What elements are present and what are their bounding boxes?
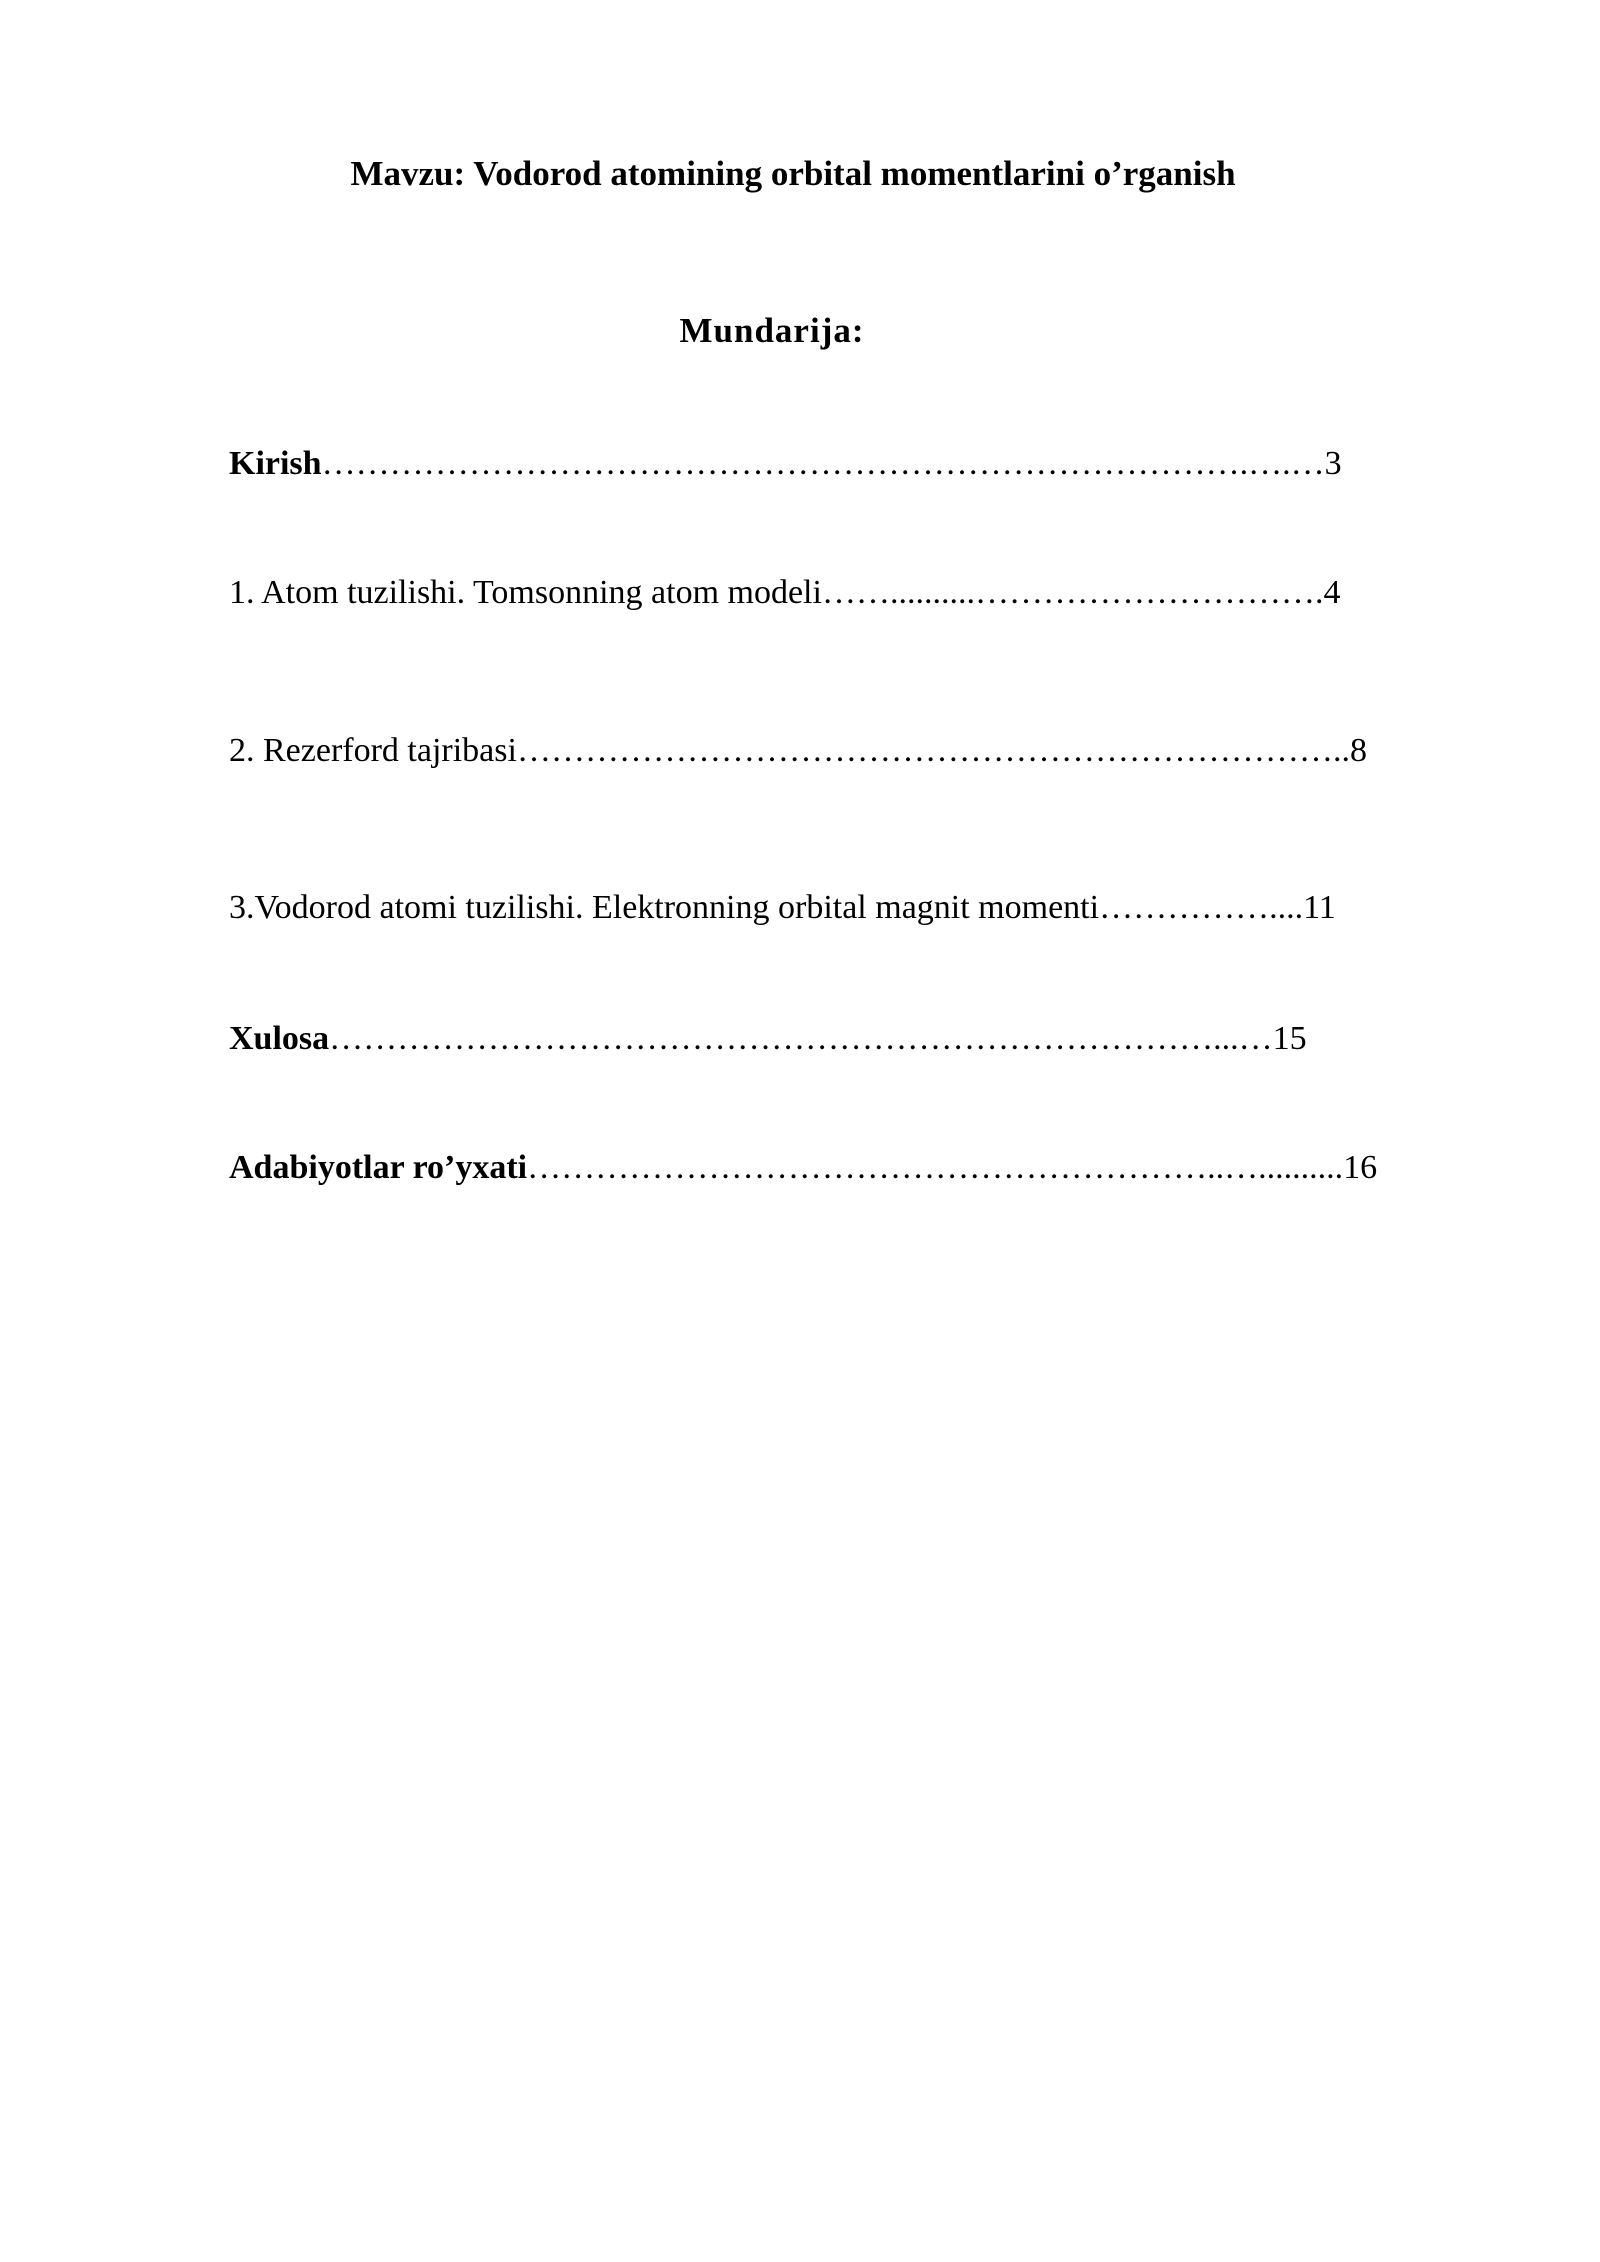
toc-entry-label: Xulosa <box>229 1020 330 1057</box>
toc-entry-xulosa <box>229 1016 1469 1062</box>
toc-entry-label: 3.Vodorod atomi tuzilishi. Elektronning orbital magnit momenti <box>229 889 1100 926</box>
toc-entry-leader: ……………………………………………………………….. <box>516 732 1350 769</box>
document-title <box>0 150 1600 198</box>
toc-entry-page-number: 16 <box>1343 1149 1378 1186</box>
document-title-text: Mavzu: Vodorod atomining orbital momentlarini o’rganish <box>350 154 1236 193</box>
toc-heading-text: Mundarija: <box>679 311 865 350</box>
toc-entry-page-number: 8 <box>1349 732 1367 769</box>
toc-heading <box>0 307 1600 355</box>
toc-entry-page-number: 11 <box>1303 889 1336 926</box>
toc-entry-rezerford-tajribasi <box>229 728 1469 774</box>
toc-entry-leader: …………….... <box>1099 889 1304 926</box>
toc-entry-kirish <box>229 441 1469 487</box>
toc-entry-page-number: 3 <box>1324 445 1342 482</box>
toc-entry-leader: ……………………………………………………………………….….… <box>321 445 1325 482</box>
toc-entry-label: Adabiyotlar ro’yxati <box>229 1149 528 1186</box>
toc-entry-label: 1. Atom tuzilishi. Tomsonning atom modeli <box>229 574 822 611</box>
toc-entry-adabiyotlar <box>229 1145 1469 1191</box>
toc-entry-atom-tuzilishi <box>229 570 1469 616</box>
toc-entry-page-number: 4 <box>1323 574 1341 611</box>
toc-entry-leader: ……..........…………………………. <box>821 574 1324 611</box>
toc-entry-page-number: 15 <box>1272 1020 1307 1057</box>
toc-entry-label: 2. Rezerford tajribasi <box>229 732 517 769</box>
toc-entry-label: Kirish <box>229 445 322 482</box>
toc-entry-vodorod-atomi <box>229 885 1469 931</box>
toc-entry-leader: ……………………………………………………..….......... <box>527 1149 1344 1186</box>
toc-entry-leader: ……………………………………………………………………...… <box>329 1020 1273 1057</box>
